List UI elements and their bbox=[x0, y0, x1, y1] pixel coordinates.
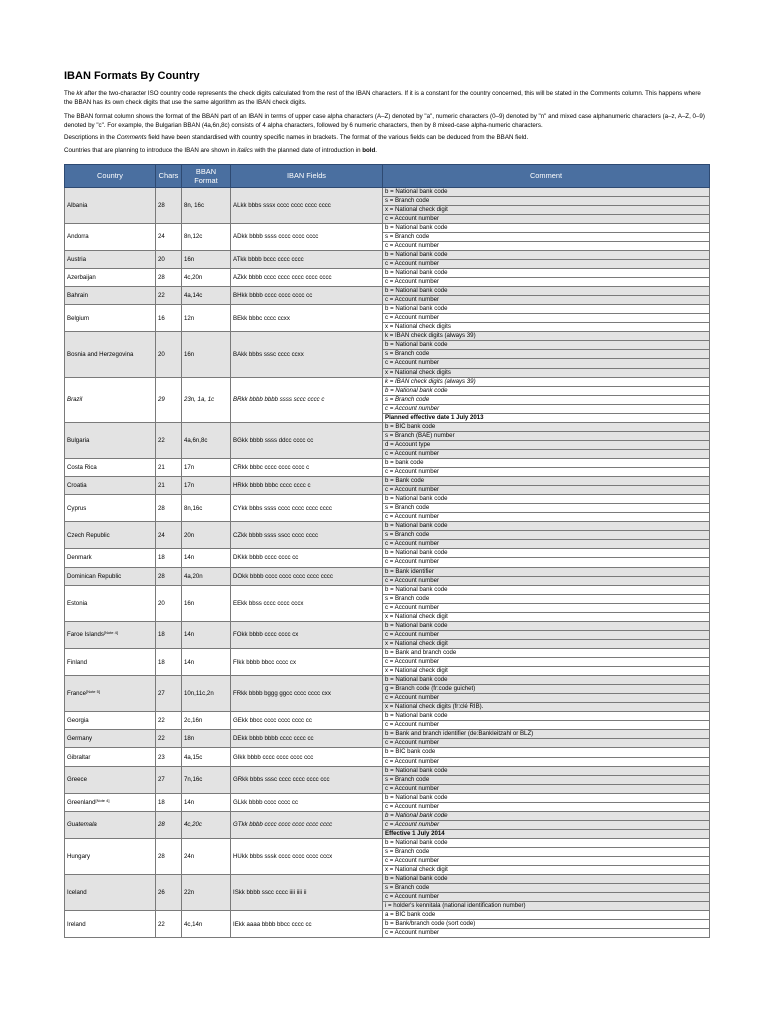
country-name: Czech Republic bbox=[67, 531, 110, 539]
comment-cell: b = National bank code bbox=[383, 187, 710, 196]
country-cell bbox=[65, 621, 156, 648]
bban-format-cell: 8n,12c bbox=[182, 223, 231, 250]
country-cell bbox=[65, 712, 156, 730]
table-row bbox=[65, 332, 710, 341]
country-name: Bosnia and Herzegovina bbox=[67, 350, 134, 358]
country-name: Faroe Islands bbox=[67, 631, 104, 639]
iban-fields-cell: DOkk bbbb cccc cccc cccc cccc cccc bbox=[231, 567, 383, 585]
comment-cell: c = Account number bbox=[383, 558, 710, 567]
comment-cell: c = Account number bbox=[383, 359, 710, 368]
comment-cell: s = Branch code bbox=[383, 847, 710, 856]
comment-cell: x = National check digit bbox=[383, 639, 710, 648]
bban-format-cell: 14n bbox=[182, 648, 231, 675]
country-note: [Note 4] bbox=[95, 797, 110, 803]
comment-cell: k = IBAN check digits (always 39) bbox=[383, 332, 710, 341]
comment-cell: b = National bank code bbox=[383, 676, 710, 685]
table-row bbox=[65, 793, 710, 802]
country-name: Hungary bbox=[67, 853, 91, 861]
iban-fields-cell: BHkk bbbb cccc cccc cccc cc bbox=[231, 287, 383, 305]
iban-fields-cell: GIkk bbbb cccc cccc cccc ccc bbox=[231, 748, 383, 766]
bban-format-cell: 17n bbox=[182, 458, 231, 476]
comment-cell: b = National bank code bbox=[383, 875, 710, 884]
bban-format-cell: 17n bbox=[182, 477, 231, 495]
comment-cell: c = Account number bbox=[383, 449, 710, 458]
comment-cell: x = National check digit bbox=[383, 866, 710, 875]
country-name: Andorra bbox=[67, 233, 89, 241]
comment-cell: b = National bank code bbox=[383, 287, 710, 296]
table-row bbox=[65, 458, 710, 467]
country-cell bbox=[65, 549, 156, 567]
comment-cell: x = National check digits bbox=[383, 368, 710, 377]
comment-cell: b = Bank identifier bbox=[383, 567, 710, 576]
country-cell bbox=[65, 793, 156, 811]
comment-cell: x = National check digits (fr:clé RIB). bbox=[383, 703, 710, 712]
chars-cell: 22 bbox=[156, 730, 182, 748]
comment-cell: s = Branch code bbox=[383, 504, 710, 513]
iban-fields-cell: GLkk bbbb cccc cccc cc bbox=[231, 793, 383, 811]
country-cell bbox=[65, 268, 156, 286]
comment-cell: c = Account number bbox=[383, 214, 710, 223]
bban-format-cell: 16n bbox=[182, 332, 231, 377]
bban-format-cell: 10n,11c,2n bbox=[182, 676, 231, 712]
comment-cell: b = Bank code bbox=[383, 477, 710, 486]
comment-cell: c = Account number bbox=[383, 404, 710, 413]
country-name: Croatia bbox=[67, 482, 87, 490]
comment-cell: b = National bank code bbox=[383, 811, 710, 820]
bban-format-cell: 4a,20n bbox=[182, 567, 231, 585]
bban-format-cell: 8n, 16c bbox=[182, 187, 231, 223]
chars-cell: 22 bbox=[156, 287, 182, 305]
comment-cell: c = Account number bbox=[383, 576, 710, 585]
comment-cell: c = Account number bbox=[383, 314, 710, 323]
iban-fields-cell: CZkk bbbb ssss sscc cccc cccc bbox=[231, 522, 383, 549]
iban-fields-cell: AZkk bbbb cccc cccc cccc cccc cccc bbox=[231, 268, 383, 286]
country-name: Costa Rica bbox=[67, 464, 97, 472]
bban-format-cell: 23n, 1a, 1c bbox=[182, 377, 231, 422]
table-row bbox=[65, 730, 710, 739]
comment-cell: g = Branch code (fr:code guichet) bbox=[383, 685, 710, 694]
comment-cell: Planned effective date 1 July 2013 bbox=[383, 413, 710, 422]
iban-fields-cell: BGkk bbbb ssss ddcc cccc cc bbox=[231, 422, 383, 458]
comment-cell: b = National bank code bbox=[383, 341, 710, 350]
comment-cell: k = IBAN check digits (always 39) bbox=[383, 377, 710, 386]
bban-format-cell: 4a,15c bbox=[182, 748, 231, 766]
comment-cell: s = Branch code bbox=[383, 232, 710, 241]
chars-cell: 18 bbox=[156, 621, 182, 648]
comment-cell: c = Account number bbox=[383, 278, 710, 287]
iban-fields-cell: FIkk bbbb bbcc cccc cx bbox=[231, 648, 383, 675]
country-name: Brazil bbox=[67, 396, 83, 404]
chars-cell: 20 bbox=[156, 250, 182, 268]
bban-format-cell: 14n bbox=[182, 549, 231, 567]
bban-format-cell: 20n bbox=[182, 522, 231, 549]
comment-cell: s = Branch (BAE) number bbox=[383, 431, 710, 440]
bban-format-cell: 4c,14n bbox=[182, 911, 231, 938]
table-header-row bbox=[65, 164, 710, 187]
comment-cell: c = Account number bbox=[383, 857, 710, 866]
bban-format-cell: 24n bbox=[182, 838, 231, 874]
comment-cell: b = National bank code bbox=[383, 495, 710, 504]
comment-cell: s = Branch code bbox=[383, 531, 710, 540]
comment-cell: b = Bank and branch identifier (de:Bankleitzahl or BLZ) bbox=[383, 730, 710, 739]
comment-cell: b = National bank code bbox=[383, 223, 710, 232]
comment-cell: c = Account number bbox=[383, 820, 710, 829]
comment-cell: c = Account number bbox=[383, 468, 710, 477]
bban-format-cell: 12n bbox=[182, 305, 231, 332]
chars-cell: 28 bbox=[156, 495, 182, 522]
table-row bbox=[65, 712, 710, 721]
bban-format-cell: 18n bbox=[182, 730, 231, 748]
bban-format-cell: 4a,6n,8c bbox=[182, 422, 231, 458]
comment-cell: b = National bank code bbox=[383, 712, 710, 721]
country-name: Belgium bbox=[67, 314, 90, 322]
country-name: Georgia bbox=[67, 717, 89, 725]
column-header-bban-format: BBAN Format bbox=[182, 164, 231, 187]
bban-format-cell: 4c,20n bbox=[182, 268, 231, 286]
country-cell bbox=[65, 305, 156, 332]
iban-fields-cell: FOkk bbbb cccc cccc cx bbox=[231, 621, 383, 648]
chars-cell: 23 bbox=[156, 748, 182, 766]
comment-cell: s = Branch code bbox=[383, 395, 710, 404]
country-cell bbox=[65, 585, 156, 621]
comment-cell: c = Account number bbox=[383, 486, 710, 495]
comment-cell: c = Account number bbox=[383, 603, 710, 612]
country-name: Dominican Republic bbox=[67, 572, 122, 580]
table-row bbox=[65, 522, 710, 531]
table-body bbox=[65, 187, 710, 938]
table-row bbox=[65, 549, 710, 558]
column-header-chars: Chars bbox=[156, 164, 182, 187]
table-row bbox=[65, 305, 710, 314]
country-cell bbox=[65, 567, 156, 585]
country-note: [Note 5] bbox=[85, 689, 100, 695]
comment-cell: b = National bank code bbox=[383, 522, 710, 531]
comment-cell: b = National bank code bbox=[383, 549, 710, 558]
chars-cell: 28 bbox=[156, 838, 182, 874]
country-cell bbox=[65, 875, 156, 911]
table-row bbox=[65, 377, 710, 386]
iban-fields-cell: BAkk bbbs sssc cccc ccxx bbox=[231, 332, 383, 377]
intro-paragraph-planned: Countries that are planning to introduce the IBAN are shown in italics with the planned date of introduction in bold. bbox=[64, 146, 378, 154]
table-row bbox=[65, 676, 710, 685]
chars-cell: 27 bbox=[156, 676, 182, 712]
comment-cell: b = National bank code bbox=[383, 268, 710, 277]
chars-cell: 22 bbox=[156, 712, 182, 730]
country-name: Bahrain bbox=[67, 292, 89, 300]
country-cell bbox=[65, 766, 156, 793]
comment-cell: s = Branch code bbox=[383, 196, 710, 205]
table-row bbox=[65, 748, 710, 757]
chars-cell: 16 bbox=[156, 305, 182, 332]
chars-cell: 28 bbox=[156, 567, 182, 585]
bban-format-cell: 16n bbox=[182, 585, 231, 621]
country-cell bbox=[65, 187, 156, 223]
chars-cell: 21 bbox=[156, 458, 182, 476]
iban-fields-cell: CYkk bbbs ssss cccc cccc cccc cccc bbox=[231, 495, 383, 522]
country-name: Iceland bbox=[67, 889, 87, 897]
comment-cell: c = Account number bbox=[383, 241, 710, 250]
country-cell bbox=[65, 287, 156, 305]
iban-fields-cell: HUkk bbbs sssk cccc cccc cccc cccx bbox=[231, 838, 383, 874]
country-name: Denmark bbox=[67, 554, 92, 562]
iban-fields-cell: EEkk bbss cccc cccc cccx bbox=[231, 585, 383, 621]
document-page bbox=[64, 70, 709, 938]
comment-cell: c = Account number bbox=[383, 721, 710, 730]
comment-cell: c = Account number bbox=[383, 259, 710, 268]
country-name: Austria bbox=[67, 255, 86, 263]
iban-fields-cell: BRkk bbbb bbbb ssss sccc cccc c bbox=[231, 377, 383, 422]
table-row bbox=[65, 875, 710, 884]
table-row bbox=[65, 648, 710, 657]
bban-format-cell: 8n,16c bbox=[182, 495, 231, 522]
comment-cell: c = Account number bbox=[383, 630, 710, 639]
table-row bbox=[65, 422, 710, 431]
iban-fields-cell: ISkk bbbb sscc cccc iiii iiii ii bbox=[231, 875, 383, 911]
iban-fields-cell: ADkk bbbb ssss cccc cccc cccc bbox=[231, 223, 383, 250]
intro-paragraph-bban-format: The BBAN format column shows the format of the BBAN part of an IBAN in terms of upper case alpha characters (A–Z) denoted by "a", numeric characters (0–9) denoted by "n" and mixed case alphanumeric characters (a–z, A–Z, 0–9) denoted by "c". For example, the Bulgarian BBAN (4a,6n,8c) consists of 4 alpha characters, followed by 6 numeric characters, then by 8 mixed-case alpha-numeric characters. bbox=[64, 113, 705, 129]
table-row bbox=[65, 495, 710, 504]
comment-cell: a = BIC bank code bbox=[383, 911, 710, 920]
country-cell bbox=[65, 748, 156, 766]
iban-fields-cell: GRkk bbbs sssc cccc cccc cccc ccc bbox=[231, 766, 383, 793]
comment-cell: c = Account number bbox=[383, 893, 710, 902]
comment-cell: d = Account type bbox=[383, 440, 710, 449]
country-name: Cyprus bbox=[67, 504, 87, 512]
comment-cell: b = National bank code bbox=[383, 305, 710, 314]
comment-cell: c = Account number bbox=[383, 757, 710, 766]
comment-cell: b = bank code bbox=[383, 458, 710, 467]
comment-cell: c = Account number bbox=[383, 784, 710, 793]
country-cell bbox=[65, 422, 156, 458]
country-cell bbox=[65, 838, 156, 874]
iban-fields-cell: ATkk bbbb bccc cccc cccc bbox=[231, 250, 383, 268]
iban-fields-cell: GEkk bbcc cccc cccc cccc cc bbox=[231, 712, 383, 730]
comment-cell: s = Branch code bbox=[383, 594, 710, 603]
chars-cell: 27 bbox=[156, 766, 182, 793]
chars-cell: 24 bbox=[156, 522, 182, 549]
country-cell bbox=[65, 811, 156, 838]
column-header-country: Country bbox=[65, 164, 156, 187]
table-row bbox=[65, 223, 710, 232]
iban-fields-cell: BEkk bbbc cccc ccxx bbox=[231, 305, 383, 332]
comment-cell: b = National bank code bbox=[383, 250, 710, 259]
country-cell bbox=[65, 495, 156, 522]
country-name: Germany bbox=[67, 735, 93, 743]
comment-cell: b = National bank code bbox=[383, 766, 710, 775]
page-title: IBAN Formats By Country bbox=[64, 70, 200, 82]
country-name: France bbox=[67, 690, 86, 698]
chars-cell: 28 bbox=[156, 811, 182, 838]
comment-cell: b = BIC bank code bbox=[383, 748, 710, 757]
comment-cell: Effective 1 July 2014 bbox=[383, 829, 710, 838]
table-row bbox=[65, 838, 710, 847]
country-name: Bulgaria bbox=[67, 436, 90, 444]
chars-cell: 18 bbox=[156, 648, 182, 675]
comment-cell: b = National bank code bbox=[383, 386, 710, 395]
comment-cell: b = National bank code bbox=[383, 793, 710, 802]
country-name: Guatemala bbox=[67, 821, 97, 829]
chars-cell: 24 bbox=[156, 223, 182, 250]
table-row bbox=[65, 187, 710, 196]
country-cell bbox=[65, 250, 156, 268]
chars-cell: 18 bbox=[156, 793, 182, 811]
table-row bbox=[65, 766, 710, 775]
country-cell bbox=[65, 911, 156, 938]
comment-cell: x = National check digit bbox=[383, 612, 710, 621]
comment-cell: b = BIC bank code bbox=[383, 422, 710, 431]
comment-cell: b = Bank and branch code bbox=[383, 648, 710, 657]
country-cell bbox=[65, 522, 156, 549]
comment-cell: i = holder's kennitala (national identification number) bbox=[383, 902, 710, 911]
chars-cell: 26 bbox=[156, 875, 182, 911]
country-name: Estonia bbox=[67, 599, 88, 607]
comment-cell: x = National check digit bbox=[383, 205, 710, 214]
chars-cell: 29 bbox=[156, 377, 182, 422]
iban-fields-cell: DEkk bbbb bbbb cccc cccc cc bbox=[231, 730, 383, 748]
table-row bbox=[65, 911, 710, 920]
chars-cell: 28 bbox=[156, 268, 182, 286]
table-row bbox=[65, 287, 710, 296]
country-cell bbox=[65, 730, 156, 748]
comment-cell: c = Account number bbox=[383, 802, 710, 811]
intro-paragraph-comments: Descriptions in the Comments field have been standardised with country specific names in brackets. The format of the various fields can be deduced from the BBAN field. bbox=[64, 134, 529, 142]
iban-fields-cell: IEkk aaaa bbbb bbcc cccc cc bbox=[231, 911, 383, 938]
chars-cell: 28 bbox=[156, 187, 182, 223]
chars-cell: 21 bbox=[156, 477, 182, 495]
country-name: Finland bbox=[67, 658, 87, 666]
country-name: Ireland bbox=[67, 920, 86, 928]
comment-cell: b = Bank/branch code (sort code) bbox=[383, 920, 710, 929]
column-header-iban-fields: IBAN Fields bbox=[231, 164, 383, 187]
country-name: Albania bbox=[67, 201, 88, 209]
bban-format-cell: 7n,16c bbox=[182, 766, 231, 793]
country-note: [Note 4] bbox=[103, 630, 118, 636]
comment-cell: b = National bank code bbox=[383, 838, 710, 847]
country-cell bbox=[65, 648, 156, 675]
country-cell bbox=[65, 332, 156, 377]
country-cell bbox=[65, 676, 156, 712]
country-cell bbox=[65, 458, 156, 476]
chars-cell: 20 bbox=[156, 585, 182, 621]
chars-cell: 20 bbox=[156, 332, 182, 377]
bban-format-cell: 14n bbox=[182, 793, 231, 811]
comment-cell: c = Account number bbox=[383, 658, 710, 667]
country-name: Greece bbox=[67, 776, 87, 784]
iban-formats-table bbox=[64, 164, 710, 939]
table-row bbox=[65, 567, 710, 576]
comment-cell: x = National check digit bbox=[383, 667, 710, 676]
comment-cell: x = National check digits bbox=[383, 323, 710, 332]
bban-format-cell: 16n bbox=[182, 250, 231, 268]
comment-cell: s = Branch code bbox=[383, 884, 710, 893]
intro-paragraph-check-digits: The kk after the two-character ISO country code represents the check digits calculated from the rest of the IBAN characters. If it is a constant for the country concerned, this will be stated in the Comments column. This happens where the BBAN has its own check digits that use the same algorithm as the IBAN check digits. bbox=[64, 90, 701, 106]
bban-format-cell: 14n bbox=[182, 621, 231, 648]
iban-fields-cell: ALkk bbbs sssx cccc cccc cccc cccc bbox=[231, 187, 383, 223]
chars-cell: 18 bbox=[156, 549, 182, 567]
chars-cell: 22 bbox=[156, 911, 182, 938]
table-row bbox=[65, 268, 710, 277]
country-name: Gibraltar bbox=[67, 753, 91, 761]
comment-cell: c = Account number bbox=[383, 513, 710, 522]
comment-cell: c = Account number bbox=[383, 540, 710, 549]
comment-cell: c = Account number bbox=[383, 694, 710, 703]
iban-fields-cell: CRkk bbbc cccc cccc cccc c bbox=[231, 458, 383, 476]
table-row bbox=[65, 621, 710, 630]
bban-format-cell: 2c,16n bbox=[182, 712, 231, 730]
table-row bbox=[65, 811, 710, 820]
country-name: Greenland bbox=[67, 798, 96, 806]
chars-cell: 22 bbox=[156, 422, 182, 458]
country-cell bbox=[65, 377, 156, 422]
comment-cell: b = National bank code bbox=[383, 585, 710, 594]
iban-fields-cell: HRkk bbbb bbbc cccc cccc c bbox=[231, 477, 383, 495]
bban-format-cell: 4c,20c bbox=[182, 811, 231, 838]
comment-cell: c = Account number bbox=[383, 929, 710, 938]
iban-fields-cell: DKkk bbbb cccc cccc cc bbox=[231, 549, 383, 567]
bban-format-cell: 22n bbox=[182, 875, 231, 911]
column-header-comment: Comment bbox=[383, 164, 710, 187]
comment-cell: b = National bank code bbox=[383, 621, 710, 630]
comment-cell: s = Branch code bbox=[383, 775, 710, 784]
iban-fields-cell: FRkk bbbb bggg ggcc cccc cccc cxx bbox=[231, 676, 383, 712]
table-row bbox=[65, 477, 710, 486]
comment-cell: c = Account number bbox=[383, 739, 710, 748]
country-cell bbox=[65, 477, 156, 495]
country-name: Azerbaijan bbox=[67, 274, 96, 282]
bban-format-cell: 4a,14c bbox=[182, 287, 231, 305]
table-row bbox=[65, 250, 710, 259]
table-row bbox=[65, 585, 710, 594]
iban-fields-cell: GTkk bbbb cccc cccc cccc cccc cccc bbox=[231, 811, 383, 838]
country-cell bbox=[65, 223, 156, 250]
comment-cell: s = Branch code bbox=[383, 350, 710, 359]
comment-cell: c = Account number bbox=[383, 296, 710, 305]
